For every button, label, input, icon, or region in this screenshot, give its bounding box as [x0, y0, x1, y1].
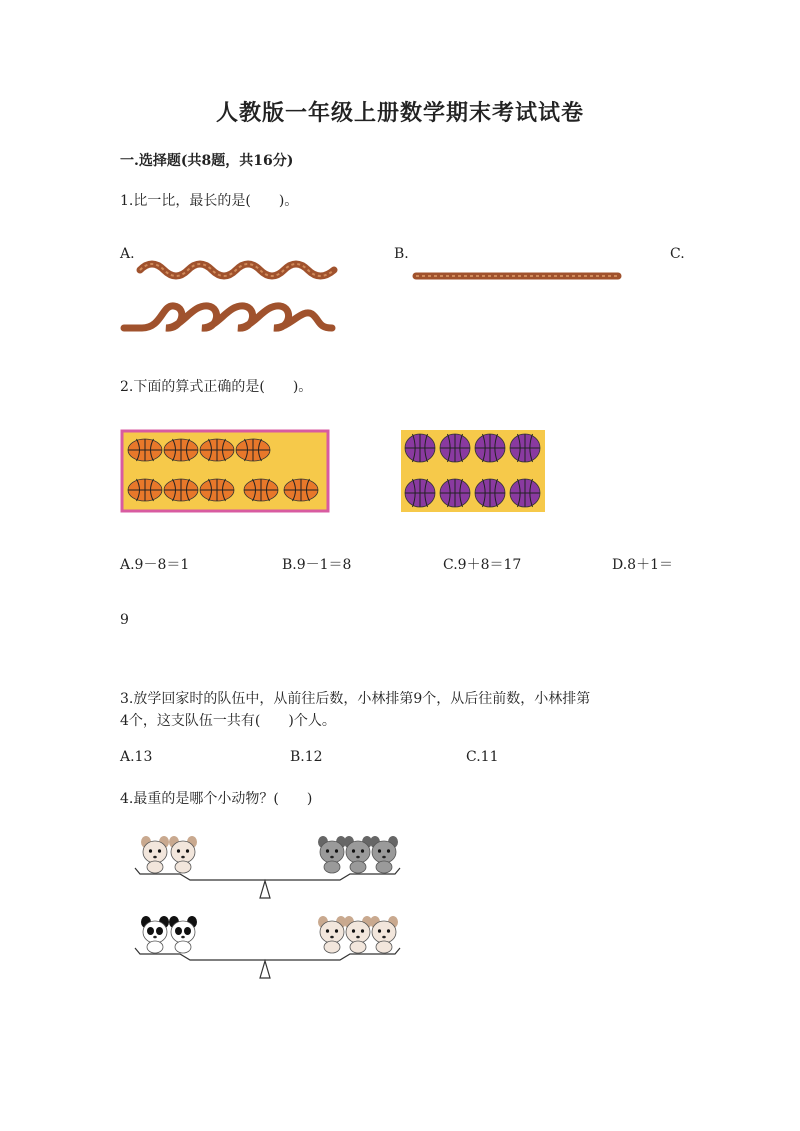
question-3-option-b[interactable]: B.12 — [290, 749, 323, 765]
question-2-option-d-continuation: 9 — [120, 612, 129, 628]
question-1-option-a[interactable]: A. — [120, 246, 135, 262]
dog-icon — [318, 916, 346, 953]
question-1-option-b[interactable]: B. — [394, 246, 409, 262]
scale-fulcrum — [260, 961, 270, 978]
dog-icon — [370, 916, 398, 953]
orange-basketball — [128, 479, 162, 501]
cat-icon — [344, 836, 372, 873]
orange-basketball — [284, 479, 318, 501]
section-heading: 一.选择题(共8题，共16分) — [120, 153, 294, 169]
page-title: 人教版一年级上册数学期末考试试卷 — [215, 100, 584, 126]
question-4-stem: 4.最重的是哪个小动物？( ) — [120, 791, 313, 807]
orange-basketball — [164, 479, 198, 501]
orange-basketball — [244, 479, 278, 501]
question-3-option-c[interactable]: C.11 — [466, 749, 499, 765]
question-2-option-a[interactable]: A.9－8＝1 — [120, 557, 190, 573]
balance-scale-2-image — [130, 910, 410, 982]
dog-icon — [169, 836, 197, 873]
purple-basketball — [475, 434, 505, 462]
purple-basketball — [510, 434, 540, 462]
purple-basketball-panel — [401, 430, 545, 512]
question-2-stem: 2.下面的算式正确的是( )。 — [120, 379, 313, 395]
orange-basketball — [128, 439, 162, 461]
question-2-option-c[interactable]: C.9＋8＝17 — [443, 557, 522, 573]
looped-rope-image — [122, 298, 334, 338]
question-2-option-b[interactable]: B.9－1＝8 — [282, 557, 352, 573]
dog-icon — [344, 916, 372, 953]
question-3-option-a[interactable]: A.13 — [120, 749, 153, 765]
wavy-rope-image — [138, 252, 338, 282]
question-1-stem: 1.比一比，最长的是( )。 — [120, 193, 299, 209]
purple-basketball — [440, 434, 470, 462]
question-3-stem-line1: 3.放学回家时的队伍中，从前往后数，小林排第9个，从后往前数，小林排第 — [120, 691, 591, 707]
cat-icon — [318, 836, 346, 873]
purple-basketball — [405, 479, 435, 507]
orange-basketball — [200, 479, 234, 501]
orange-basketball — [236, 439, 270, 461]
dog-icon — [141, 836, 169, 873]
cat-icon — [370, 836, 398, 873]
orange-basketball-panel — [121, 430, 329, 512]
balance-scale-1-image — [130, 836, 410, 902]
purple-basketball — [475, 479, 505, 507]
straight-rope-image — [414, 268, 620, 284]
scale-fulcrum — [260, 881, 270, 898]
purple-basketball — [405, 434, 435, 462]
panda-icon — [141, 916, 169, 953]
question-3-stem-line2: 4个，这支队伍一共有( )个人。 — [120, 713, 336, 729]
purple-basketball — [510, 479, 540, 507]
purple-basketball — [440, 479, 470, 507]
orange-basketball — [164, 439, 198, 461]
orange-basketball — [200, 439, 234, 461]
question-1-option-c[interactable]: C. — [670, 246, 685, 262]
question-2-option-d[interactable]: D.8＋1＝ — [612, 557, 673, 573]
panda-icon — [169, 916, 197, 953]
